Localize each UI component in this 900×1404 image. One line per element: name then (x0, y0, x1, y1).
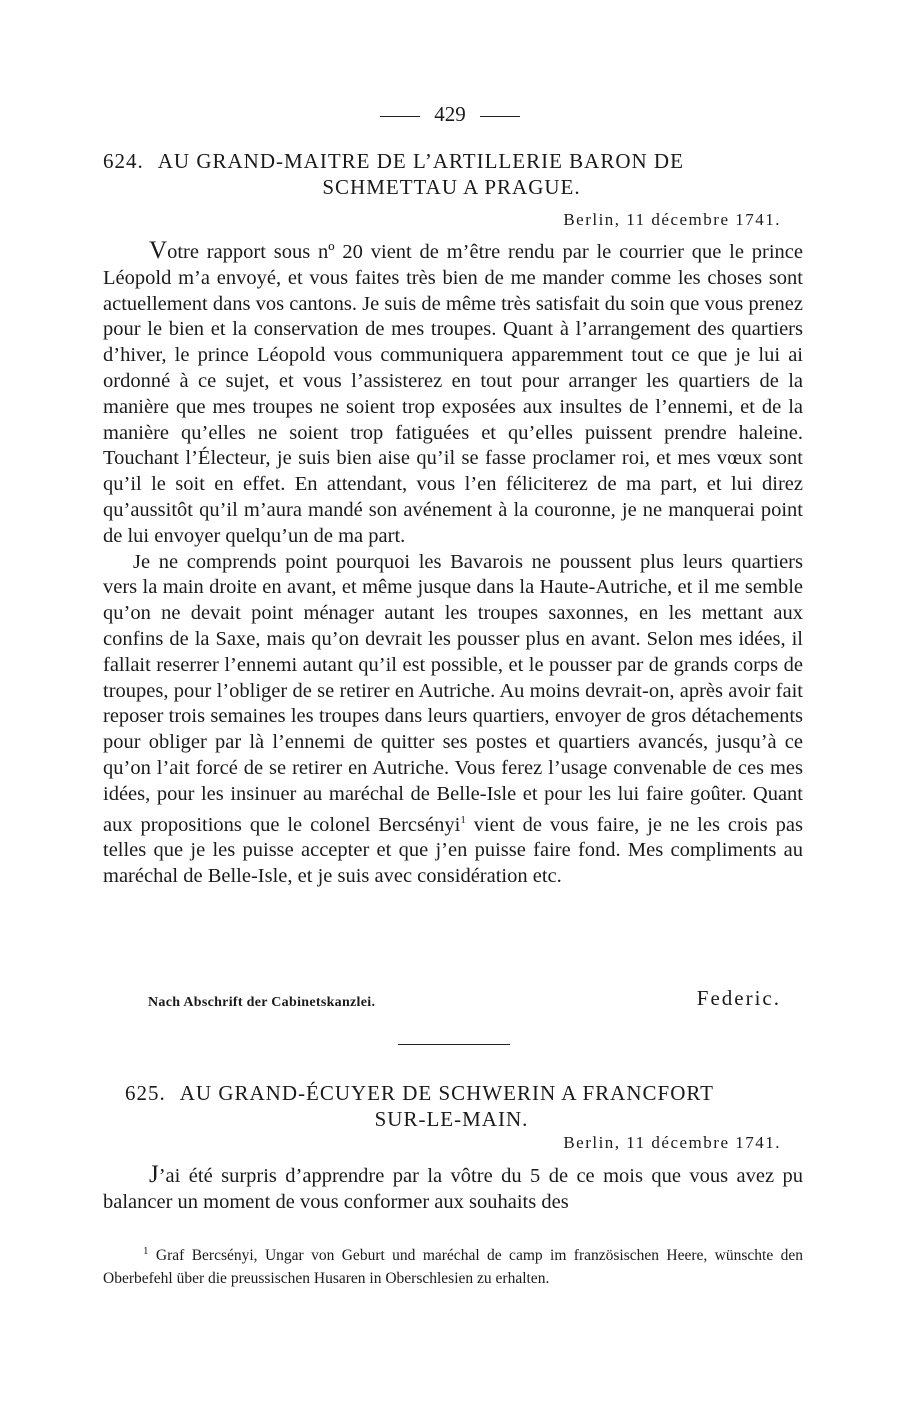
letter-624-paragraph-2-before: Je ne comprends point pourquoi les Bavarois ne poussent plus leurs quartiers vers la main droite en avant, et même jusque dans la Haute-Autriche, et il me semble qu’on ne devait point ménager autant les troupes saxonnes, en les mettant aux confins de la Saxe, mais qu’on devrait les pousser plus en avant. Selon mes idées, il fallait reserrer l’ennemi autant qu’il est possible, et le pousser par de grands corps de troupes, pour l’obliger de se retirer en Autriche. Au moins devrait-on, après avoir fait reposer trois semaines les troupes dans leurs quartiers, envoyer de gros détachements pour obliger par là l’ennemi de quitter ses postes et quartiers avancés, jusqu’à ce qu’on l’ait forcé de se retirer en Autriche. Vous ferez l’usage convenable de ces mes idées, pour les insinuer au maréchal de Belle-Isle et pour les lui faire goûter. Quant aux propositions que le colonel Bercsényi (103, 550, 803, 836)
letter-625-dateline: Berlin, 11 décembre 1741. (563, 1133, 781, 1152)
letter-624-heading (103, 148, 800, 200)
letter-625-paragraph-1 (103, 1162, 803, 1216)
letter-625-heading-line1: AU GRAND-ÉCUYER DE SCHWERIN A FRANCFORT (179, 1081, 714, 1105)
letter-624-body (103, 238, 803, 890)
letter-624-dateline: Berlin, 11 décembre 1741. (563, 210, 781, 229)
letter-625-heading (103, 1080, 800, 1132)
page-number-dash-left (380, 116, 420, 117)
page-number-dash-right (480, 116, 520, 117)
letter-625-number: 625. (125, 1081, 166, 1105)
letter-625-dropcap: J (149, 1161, 159, 1188)
letter-625-body (103, 1162, 803, 1216)
footnote-text: Graf Bercsényi, Ungar von Geburt und maréchal de camp im französischen Heere, wünschte den Oberbefehl über die preussischen Husaren in Oberschlesien zu erhalten. (103, 1247, 803, 1288)
letter-624-paragraph-1-text: otre rapport sous nº 20 vient de m’être rendu par le courrier que le prince Léopold m’a envoyé, et vous faites très bien de me mander comme les choses sont actuellement dans vos cantons. Je suis de même très satisfait du soin que vous prenez pour le bien et la conservation de mes troupes. Quant à l’arrangement des quartiers d’hiver, le prince Léopold vous communiquera apparemment tout ce que je lui ai ordonné à ce sujet, et vous l’assisterez en tout pour arranger les quartiers de la manière que mes troupes ne soient trop exposées aux insultes de l’ennemi, et de la manière qu’elles ne soient trop fatiguées et qu’elles puissent prendre haleine. Touchant l’Électeur, je suis bien aise qu’il se fasse proclamer roi, et mes vœux sont qu’il le soit en effet. En attendant, vous l’en féliciterez de ma part, et lui direz qu’aussitôt qu’il m’aura mandé son avénement à la couronne, je ne manquerai point de lui envoyer quelqu’un de ma part. (103, 241, 803, 547)
letter-624-heading-line2: SCHMETTAU A PRAGUE. (322, 175, 581, 199)
letter-624-number: 624. (103, 149, 144, 173)
letter-624-dropcap: V (149, 237, 168, 264)
letter-624-source-note: Nach Abschrift der Cabinetskanzlei. (148, 995, 376, 1010)
letter-624-paragraph-2-after: vient de vous faire, je ne les crois pas telles que je les puisse accepter et que j’en puisse faire fond. Mes compliments au maréchal de Belle-Isle, et je suis avec considération etc. (103, 813, 803, 887)
footnote-mark: 1 (143, 1245, 149, 1257)
letter-624-paragraph-1 (103, 238, 803, 550)
letter-625-paragraph-1-text: ’ai été surpris d’apprendre par la vôtre du 5 de ce mois que vous avez pu balancer un moment de vous conformer aux souhaits des (103, 1165, 803, 1213)
letter-624-heading-line1: AU GRAND-MAITRE DE L’ARTILLERIE BARON DE (157, 149, 684, 173)
letter-625-heading-line2: SUR-LE-MAIN. (374, 1107, 529, 1131)
footnote-reference: 1 (460, 813, 466, 826)
section-separator (398, 1044, 510, 1045)
page-number (0, 102, 900, 127)
footnote (103, 1240, 803, 1290)
letter-624-paragraph-2 (103, 550, 803, 890)
page-number-text: 429 (434, 102, 466, 126)
letter-624-signature: Federic. (696, 986, 781, 1010)
